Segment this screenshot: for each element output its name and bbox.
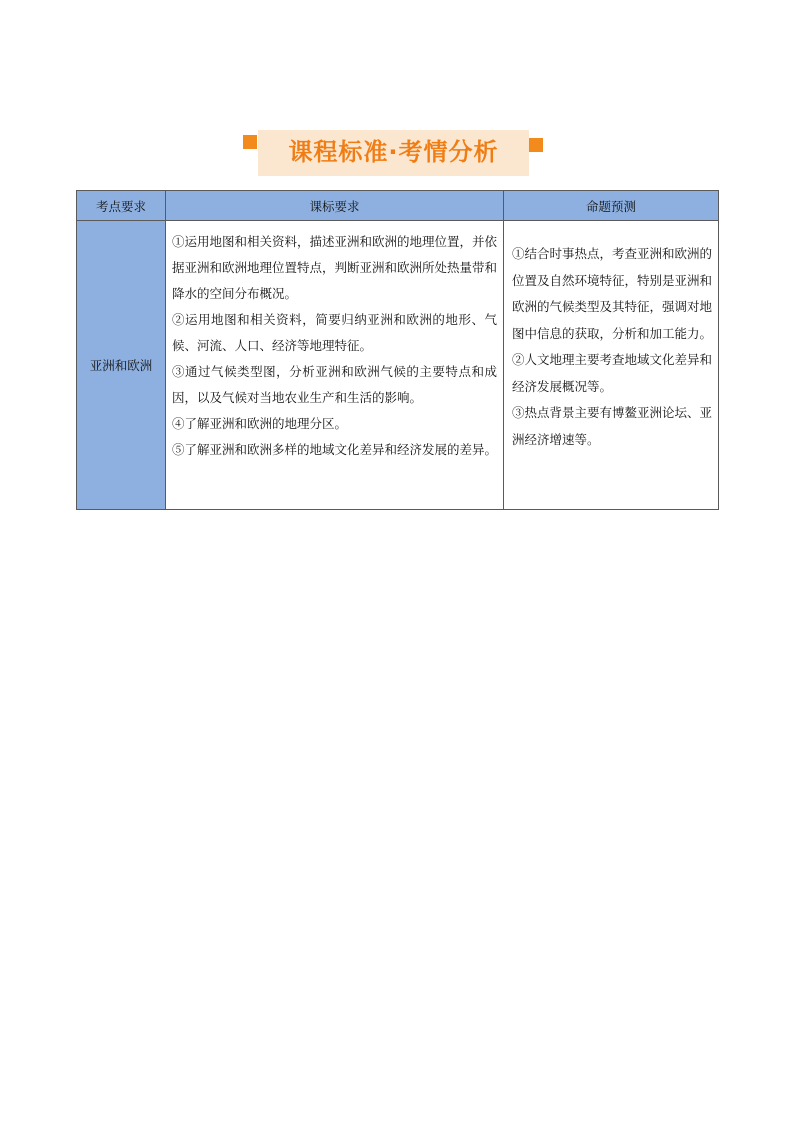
table-header-row — [77, 191, 719, 221]
banner-left-square — [243, 135, 257, 149]
header-exam-points: 考点要求 — [77, 191, 166, 221]
requirements-table — [76, 190, 719, 510]
header-exam-prediction: 命题预测 — [504, 191, 719, 221]
requirement-item: ③通过气候类型图，分析亚洲和欧洲气候的主要特点和成因，以及气候对当地农业生产和生活的影响。 — [172, 364, 497, 405]
header-curriculum-requirements: 课标要求 — [166, 191, 504, 221]
requirement-item: ①运用地图和相关资料，描述亚洲和欧洲的地理位置，并依据亚洲和欧洲地理位置特点，判断亚洲和欧洲所处热量带和降水的空间分布概况。 — [172, 234, 498, 301]
predictions-cell — [504, 221, 719, 510]
banner-right-square — [529, 138, 543, 152]
table-row — [77, 221, 719, 510]
topic-cell: 亚洲和欧洲 — [77, 221, 166, 510]
requirement-item: ②运用地图和相关资料，简要归纳亚洲和欧洲的地形、气候、河流、人口、经济等地理特征。 — [172, 312, 497, 353]
prediction-item: ②人文地理主要考查地域文化差异和经济发展概况等。 — [512, 352, 713, 394]
prediction-item: ③热点背景主要有博鳌亚洲论坛、亚洲经济增速等。 — [512, 405, 713, 447]
requirements-cell — [166, 221, 504, 510]
requirement-item: ⑤了解亚洲和欧洲多样的地域文化差异和经济发展的差异。 — [172, 442, 498, 457]
prediction-item: ①结合时事热点，考查亚洲和欧洲的位置及自然环境特征，特别是亚洲和欧洲的气候类型及其特征，强调对地图中信息的获取，分析和加工能力。 — [512, 246, 713, 341]
page-title: 课程标准·考情分析 — [288, 138, 499, 166]
requirement-item: ④了解亚洲和欧洲的地理分区。 — [172, 416, 348, 431]
